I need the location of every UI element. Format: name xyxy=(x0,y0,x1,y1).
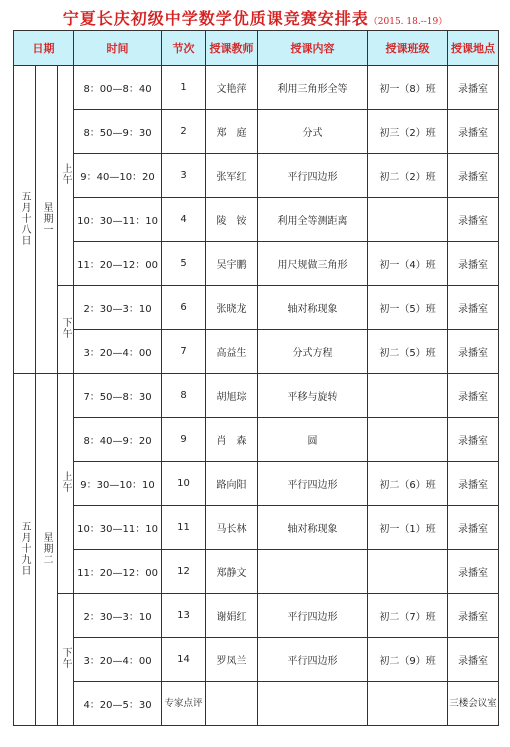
header-content: 授课内容 xyxy=(258,31,368,66)
location-cell: 录播室 xyxy=(448,594,499,638)
session-cell xyxy=(58,374,74,594)
class-cell: 初二（2）班 xyxy=(368,154,448,198)
teacher-cell: 郑 庭 xyxy=(206,110,258,154)
time-cell: 4：20—5：30 xyxy=(74,682,162,726)
location-cell: 录播室 xyxy=(448,550,499,594)
class-cell xyxy=(368,550,448,594)
period-cell: 1 xyxy=(162,66,206,110)
class-cell xyxy=(368,682,448,726)
period-cell: 13 xyxy=(162,594,206,638)
class-cell xyxy=(368,418,448,462)
content-cell: 平行四边形 xyxy=(258,638,368,682)
time-cell: 11：20—12：00 xyxy=(74,550,162,594)
header-location: 授课地点 xyxy=(448,31,499,66)
content-cell: 平行四边形 xyxy=(258,462,368,506)
content-cell: 轴对称现象 xyxy=(258,506,368,550)
content-cell: 分式 xyxy=(258,110,368,154)
time-cell: 10：30—11：10 xyxy=(74,198,162,242)
class-cell: 初一（1）班 xyxy=(368,506,448,550)
period-cell: 4 xyxy=(162,198,206,242)
session-cell xyxy=(58,286,74,374)
period-cell: 11 xyxy=(162,506,206,550)
content-cell: 用尺规做三角形 xyxy=(258,242,368,286)
table-row xyxy=(14,638,499,682)
period-cell: 专家点评 xyxy=(162,682,206,726)
day-date: 五月十八日 xyxy=(19,190,30,246)
header-time: 时间 xyxy=(74,31,162,66)
location-cell: 录播室 xyxy=(448,374,499,418)
location-cell: 录播室 xyxy=(448,506,499,550)
location-cell: 录播室 xyxy=(448,638,499,682)
location-cell: 录播室 xyxy=(448,154,499,198)
class-cell xyxy=(368,374,448,418)
table-row xyxy=(14,330,499,374)
content-cell: 分式方程 xyxy=(258,330,368,374)
location-cell: 录播室 xyxy=(448,462,499,506)
class-cell: 初三（2）班 xyxy=(368,110,448,154)
session-label: 下午 xyxy=(60,647,72,669)
time-cell: 3：20—4：00 xyxy=(74,330,162,374)
teacher-cell: 郑静文 xyxy=(206,550,258,594)
time-cell: 3：20—4：00 xyxy=(74,638,162,682)
teacher-cell: 吴宇鹏 xyxy=(206,242,258,286)
session-cell xyxy=(58,66,74,286)
class-cell: 初二（6）班 xyxy=(368,462,448,506)
teacher-cell: 罗凤兰 xyxy=(206,638,258,682)
header-teacher: 授课教师 xyxy=(206,31,258,66)
table-row xyxy=(14,682,499,726)
header-class: 授课班级 xyxy=(368,31,448,66)
period-cell: 14 xyxy=(162,638,206,682)
session-label: 上午 xyxy=(60,163,72,185)
period-cell: 10 xyxy=(162,462,206,506)
schedule-table xyxy=(13,30,499,726)
time-cell: 9：30—10：10 xyxy=(74,462,162,506)
time-cell: 8：40—9：20 xyxy=(74,418,162,462)
period-cell: 7 xyxy=(162,330,206,374)
period-cell: 9 xyxy=(162,418,206,462)
content-cell: 圆 xyxy=(258,418,368,462)
weekday-cell xyxy=(36,374,58,726)
content-cell: 利用三角形全等 xyxy=(258,66,368,110)
location-cell: 三楼会议室 xyxy=(448,682,499,726)
time-cell: 2：30—3：10 xyxy=(74,594,162,638)
header-row xyxy=(14,31,499,66)
day-date-cell xyxy=(14,374,36,726)
period-cell: 2 xyxy=(162,110,206,154)
teacher-cell xyxy=(206,682,258,726)
session-label: 上午 xyxy=(60,471,72,493)
content-cell: 平行四边形 xyxy=(258,154,368,198)
period-cell: 5 xyxy=(162,242,206,286)
table-row xyxy=(14,110,499,154)
content-cell: 轴对称现象 xyxy=(258,286,368,330)
content-cell xyxy=(258,682,368,726)
time-cell: 10：30—11：10 xyxy=(74,506,162,550)
table-row xyxy=(14,154,499,198)
location-cell: 录播室 xyxy=(448,418,499,462)
page-title xyxy=(0,6,510,29)
table-row xyxy=(14,506,499,550)
teacher-cell: 肖 森 xyxy=(206,418,258,462)
location-cell: 录播室 xyxy=(448,330,499,374)
header-period: 节次 xyxy=(162,31,206,66)
teacher-cell: 张晓龙 xyxy=(206,286,258,330)
teacher-cell: 胡旭琮 xyxy=(206,374,258,418)
table-row xyxy=(14,462,499,506)
title-date-range: （2015. 18.--19） xyxy=(368,17,448,27)
content-cell: 平行四边形 xyxy=(258,594,368,638)
period-cell: 6 xyxy=(162,286,206,330)
location-cell: 录播室 xyxy=(448,198,499,242)
class-cell: 初二（9）班 xyxy=(368,638,448,682)
teacher-cell: 文艳萍 xyxy=(206,66,258,110)
time-cell: 9：40—10：20 xyxy=(74,154,162,198)
header-date: 日期 xyxy=(14,31,74,66)
class-cell xyxy=(368,198,448,242)
table-row xyxy=(14,286,499,330)
table-row xyxy=(14,594,499,638)
time-cell: 11：20—12：00 xyxy=(74,242,162,286)
weekday: 星期二 xyxy=(41,531,52,565)
session-cell xyxy=(58,594,74,726)
class-cell: 初二（5）班 xyxy=(368,330,448,374)
day-date: 五月十九日 xyxy=(19,520,30,576)
class-cell: 初一（4）班 xyxy=(368,242,448,286)
class-cell: 初一（8）班 xyxy=(368,66,448,110)
content-cell: 平移与旋转 xyxy=(258,374,368,418)
session-label: 下午 xyxy=(60,317,72,339)
period-cell: 8 xyxy=(162,374,206,418)
time-cell: 8：00—8：40 xyxy=(74,66,162,110)
time-cell: 7：50—8：30 xyxy=(74,374,162,418)
teacher-cell: 高益生 xyxy=(206,330,258,374)
table-row xyxy=(14,198,499,242)
period-cell: 12 xyxy=(162,550,206,594)
teacher-cell: 陵 铵 xyxy=(206,198,258,242)
content-cell xyxy=(258,550,368,594)
content-cell: 利用全等测距离 xyxy=(258,198,368,242)
table-row xyxy=(14,418,499,462)
location-cell: 录播室 xyxy=(448,286,499,330)
time-cell: 8：50—9：30 xyxy=(74,110,162,154)
day-date-cell xyxy=(14,66,36,374)
weekday: 星期一 xyxy=(41,201,52,235)
time-cell: 2：30—3：10 xyxy=(74,286,162,330)
location-cell: 录播室 xyxy=(448,110,499,154)
table-row xyxy=(14,374,499,418)
weekday-cell xyxy=(36,66,58,374)
teacher-cell: 路向阳 xyxy=(206,462,258,506)
location-cell: 录播室 xyxy=(448,242,499,286)
table-row xyxy=(14,550,499,594)
period-cell: 3 xyxy=(162,154,206,198)
table-row xyxy=(14,66,499,110)
teacher-cell: 张军红 xyxy=(206,154,258,198)
class-cell: 初二（7）班 xyxy=(368,594,448,638)
teacher-cell: 谢娟红 xyxy=(206,594,258,638)
location-cell: 录播室 xyxy=(448,66,499,110)
class-cell: 初一（5）班 xyxy=(368,286,448,330)
title-main: 宁夏长庆初级中学数学优质课竞赛安排表 xyxy=(62,9,369,28)
teacher-cell: 马长林 xyxy=(206,506,258,550)
table-row xyxy=(14,242,499,286)
